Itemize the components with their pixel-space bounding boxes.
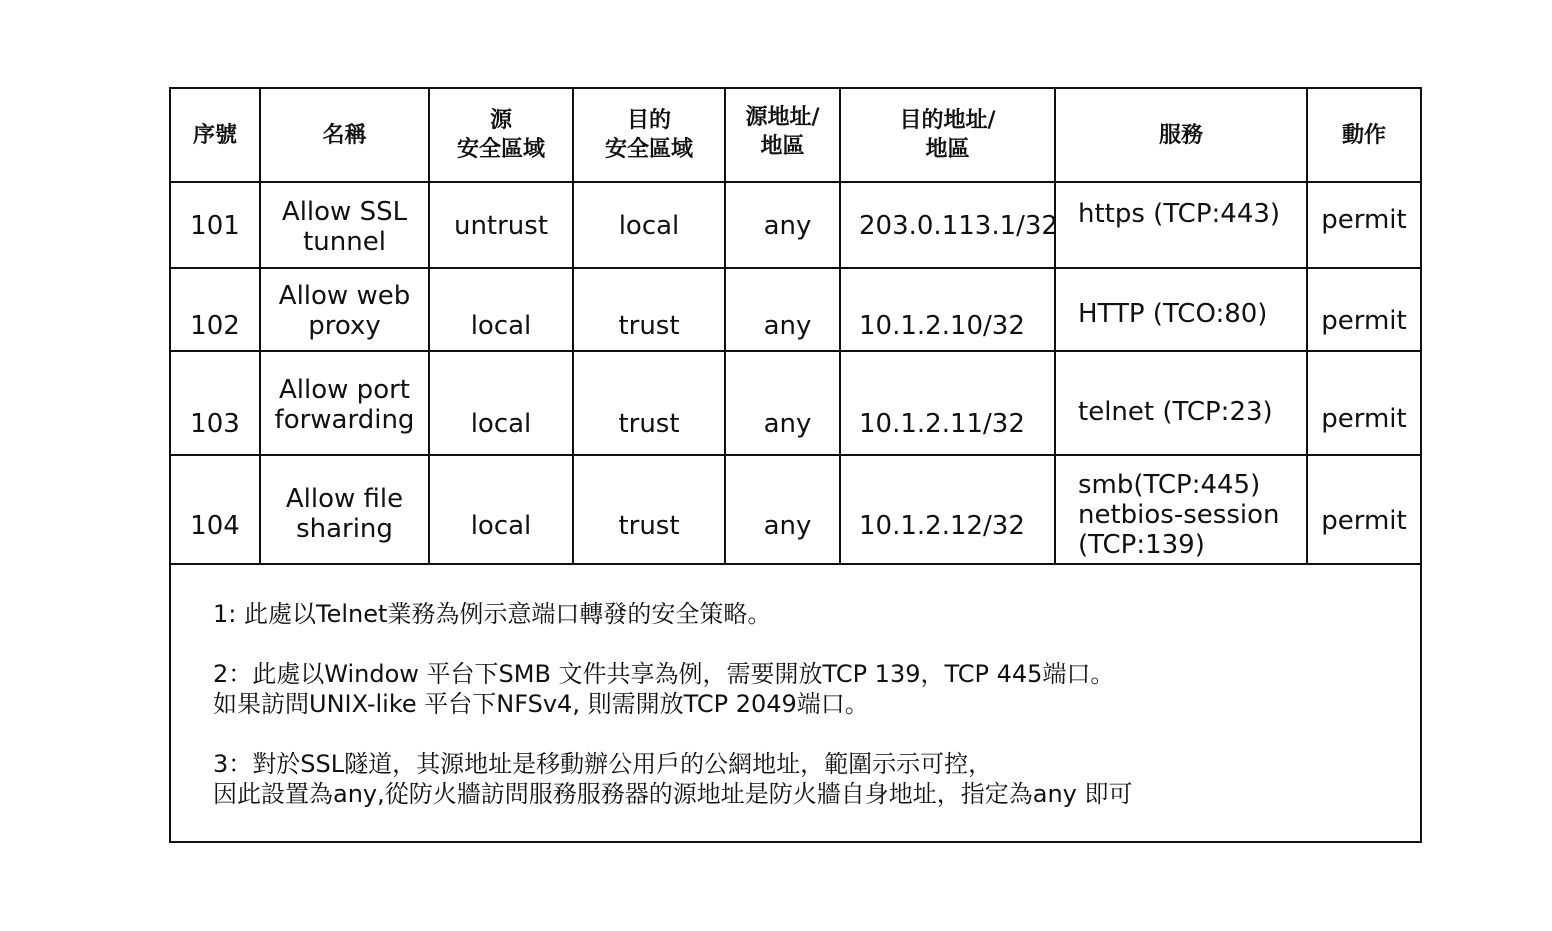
table-row [171, 268, 1420, 351]
cell-dst-addr: 10.1.2.12/32 [840, 455, 1055, 564]
cell-dst-zone: trust [573, 455, 725, 564]
footnote-1: 1: 此處以Telnet業務為例示意端口轉發的安全策略。 [213, 600, 772, 628]
cell-dst-zone: trust [573, 351, 725, 455]
security-policy-table [171, 89, 1420, 565]
cell-seq: 101 [171, 182, 260, 268]
cell-src-zone: local [429, 268, 573, 351]
cell-dst-zone: local [573, 182, 725, 268]
cell-service: HTTP (TCO:80) [1055, 268, 1307, 351]
table-header-row [171, 89, 1420, 182]
footnote-3-line2: 因此設置為any,從防火牆訪問服務服務器的源地址是防火牆自身地址，指定為any 即可 [213, 780, 1133, 808]
cell-src-zone: local [429, 351, 573, 455]
cell-src-addr: any [725, 455, 840, 564]
cell-name: Allow file sharing [260, 455, 429, 564]
cell-service: https (TCP:443) [1055, 182, 1307, 268]
cell-src-addr: any [725, 268, 840, 351]
cell-src-addr: any [725, 182, 840, 268]
cell-dst-addr: 203.0.113.1/32 [840, 182, 1055, 268]
cell-action: permit [1307, 268, 1420, 351]
cell-seq: 104 [171, 455, 260, 564]
cell-seq: 103 [171, 351, 260, 455]
policy-document-frame [169, 87, 1422, 843]
cell-src-zone: untrust [429, 182, 573, 268]
table-row [171, 182, 1420, 268]
cell-seq: 102 [171, 268, 260, 351]
footnote-2-line2: 如果訪問UNIX-like 平台下NFSv4, 則需開放TCP 2049端口。 [213, 690, 869, 718]
cell-dst-zone: trust [573, 268, 725, 351]
footnotes [213, 599, 1133, 809]
table-row [171, 351, 1420, 455]
header-dst-addr: 目的地址/ 地區 [840, 89, 1055, 182]
cell-service: telnet (TCP:23) [1055, 351, 1307, 455]
cell-dst-addr: 10.1.2.11/32 [840, 351, 1055, 455]
cell-src-addr: any [725, 351, 840, 455]
cell-dst-addr: 10.1.2.10/32 [840, 268, 1055, 351]
header-action: 動作 [1307, 89, 1420, 182]
footnote-2-line1: 2：此處以Window 平台下SMB 文件共享為例，需要開放TCP 139，TCP 445端口。 [213, 660, 1115, 688]
table-row [171, 455, 1420, 564]
header-src-zone: 源 安全區域 [429, 89, 573, 182]
footnote-3-line1: 3：對於SSL隧道，其源地址是移動辦公用戶的公網地址，範圍示示可控， [213, 750, 993, 778]
cell-name: Allow port forwarding [260, 351, 429, 455]
cell-name: Allow SSL tunnel [260, 182, 429, 268]
cell-src-zone: local [429, 455, 573, 564]
header-name: 名稱 [260, 89, 429, 182]
header-src-addr: 源地址/ 地區 [725, 89, 840, 182]
header-dst-zone: 目的 安全區域 [573, 89, 725, 182]
cell-service: smb(TCP:445) netbios-session (TCP:139) [1055, 455, 1307, 564]
header-service: 服務 [1055, 89, 1307, 182]
cell-action: permit [1307, 351, 1420, 455]
cell-action: permit [1307, 182, 1420, 268]
cell-name: Allow web proxy [260, 268, 429, 351]
header-seq: 序號 [171, 89, 260, 182]
cell-action: permit [1307, 455, 1420, 564]
